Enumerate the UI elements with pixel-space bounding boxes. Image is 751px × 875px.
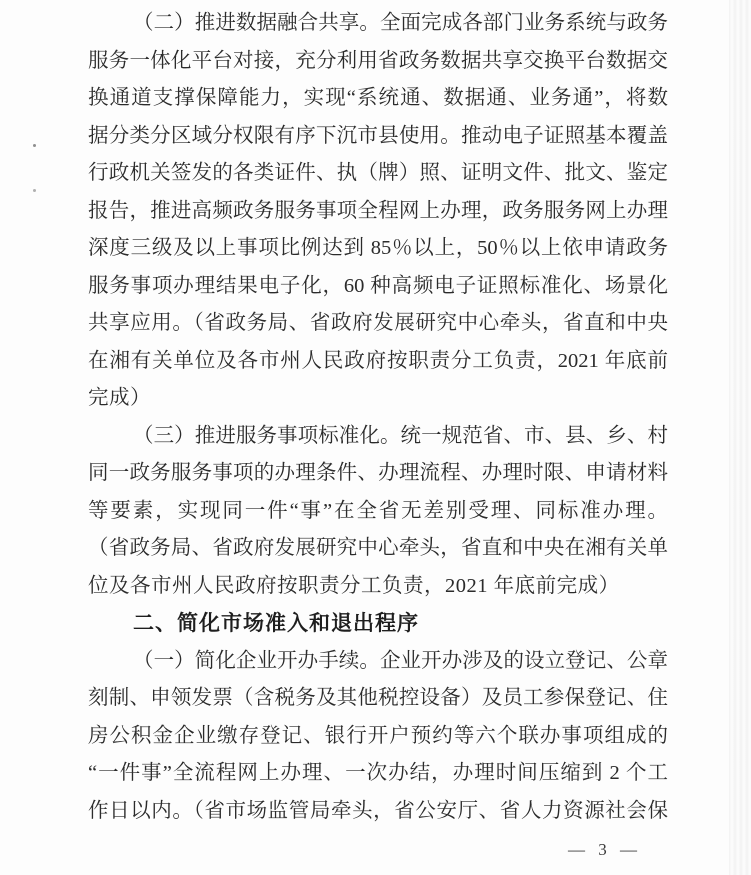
- paragraph-line: 位及各市州人民政府按职责分工负责，2021 年底前完成）: [88, 574, 620, 597]
- paragraph-line: 等要素，实现同一件“事”在全省无差别受理、同标准办理。: [88, 499, 668, 522]
- paragraph-line: （省政务局、省政府发展研究中心牵头，省直和中央在湘有关单: [88, 537, 668, 559]
- paragraph-line: 服务事项办理结果电子化，60 种高频电子证照标准化、场景化: [88, 274, 668, 297]
- paragraph-line: 服务一体化平台对接，充分利用省政务数据共享交换平台数据交: [88, 49, 668, 72]
- paragraph-line: 换通道支撑保障能力，实现“系统通、数据通、业务通”，将数: [88, 87, 668, 109]
- scan-artifact-right-edge: [729, 0, 751, 875]
- paragraph-line: （二）推进数据融合共享。全面完成各部门业务系统与政务: [133, 12, 668, 34]
- paragraph-line: 同一政务服务事项的办理条件、办理流程、办理时限、申请材料: [88, 462, 668, 484]
- paragraph-line: 深度三级及以上事项比例达到 85％以上，50％以上依申请政务: [88, 237, 668, 259]
- paragraph-line: （三）推进服务事项标准化。统一规范省、市、县、乡、村: [133, 424, 668, 447]
- page-number: — 3 —: [568, 840, 637, 859]
- paragraph-line: 在湘有关单位及各市州人民政府按职责分工负责，2021 年底前: [88, 349, 668, 372]
- paragraph-line: 完成）: [88, 387, 151, 409]
- paragraph-line: 房公积金企业缴存登记、银行开户预约等六个联办事项组成的: [88, 724, 668, 747]
- paragraph-line: （一）简化企业开办手续。企业开办涉及的设立登记、公章: [133, 649, 668, 672]
- paragraph-line: “一件事”全流程网上办理、一次办结，办理时间压缩到 2 个工: [88, 762, 668, 784]
- paragraph-line: 报告，推进高频政务服务事项全程网上办理，政务服务网上办理: [88, 199, 668, 222]
- paragraph-line: 共享应用。（省政务局、省政府发展研究中心牵头，省直和中央: [88, 312, 668, 334]
- document-body: [88, 5, 668, 830]
- section-heading: 二、简化市场准入和退出程序: [133, 612, 419, 635]
- paragraph-line: 刻制、申领发票（含税务及其他税控设备）及员工参保登记、住: [88, 687, 668, 709]
- paragraph-line: 作日以内。（省市场监管局牵头，省公安厅、省人力资源社会保: [88, 799, 668, 822]
- paragraph-line: 行政机关签发的各类证件、执（牌）照、证明文件、批文、鉴定: [88, 162, 668, 184]
- scan-speck: [33, 189, 36, 192]
- scan-speck: [33, 144, 36, 147]
- paragraph-line: 据分类分区域分权限有序下沉市县使用。推动电子证照基本覆盖: [88, 124, 668, 147]
